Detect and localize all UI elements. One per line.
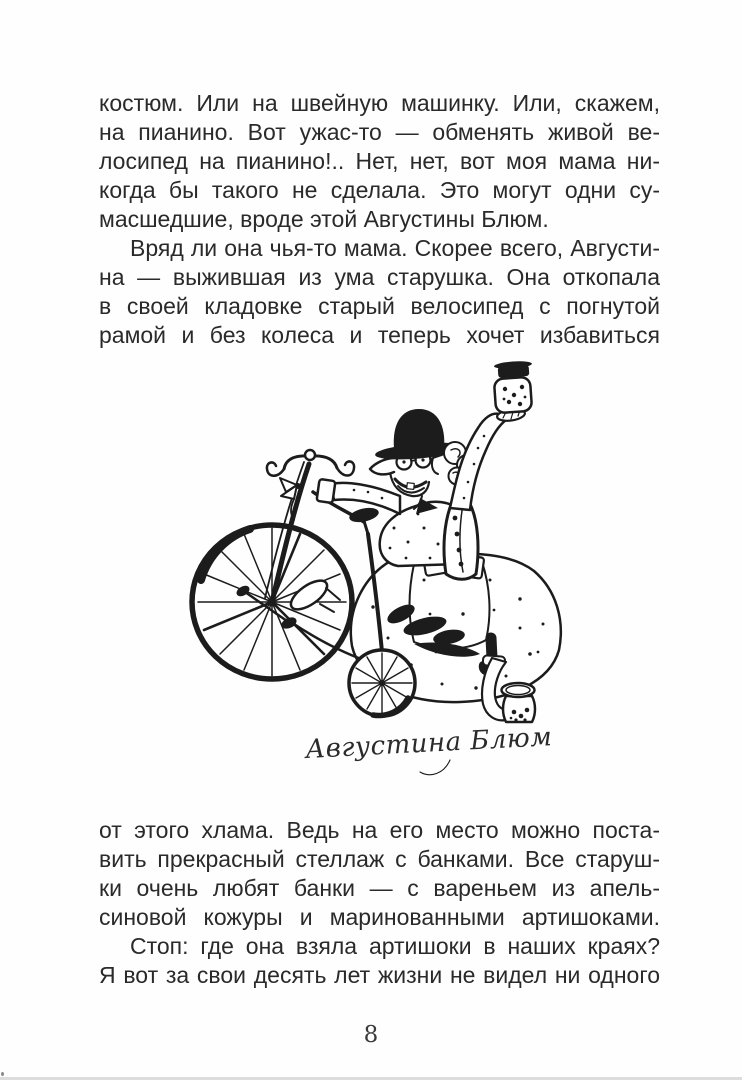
text-line: синовой кожуры и маринованными артишоками. [99, 904, 660, 930]
jar-top-icon [494, 360, 532, 413]
text-line: ки очень любят банки — с вареньем из апель- [99, 875, 660, 901]
text-line: Вряд ли она чья-то мама. Скорее всего, Августи- [130, 235, 660, 261]
illustration-drawing [168, 352, 578, 792]
text-line: Я вот за свои десять лет жизни не видел ни одного [99, 962, 660, 988]
scan-speck [1, 1072, 4, 1076]
text-line: когда бы такого не сделала. Это могут одни су- [99, 177, 660, 203]
text-line: масшедшие, вроде этой Августины Блюм. [99, 206, 549, 232]
raised-arm [450, 360, 532, 510]
text-block-top [99, 89, 660, 350]
nose-icon [370, 458, 399, 475]
paragraph [99, 89, 660, 234]
text-line: от этого хлама. Ведь на его место можно поста- [99, 817, 660, 843]
illustration-signature [303, 722, 553, 775]
text-block-bottom [99, 816, 660, 990]
text-line: на — выжившая из ума старушка. Она откопала [99, 264, 660, 290]
text-line: рамой и без колеса и теперь хочет избавиться [99, 322, 660, 348]
text-line: на пианино. Вот ужас-то — обменять живой ве- [99, 119, 660, 145]
text-line: лосипед на пианино!.. Нет, нет, вот моя мама ни- [99, 148, 660, 174]
text-line: Стоп: где она взяла артишоки в наших краях? [130, 933, 660, 959]
signature-text: Августина Блюм [304, 722, 554, 765]
jar-bottom-icon [502, 683, 536, 722]
illustration-augustina-blum [168, 352, 578, 792]
paragraph [99, 932, 660, 990]
text-line: в своей кладовке старый велосипед с погнутой [99, 293, 660, 319]
page-number: 8 [363, 1022, 379, 1048]
text-line: вить прекрасный стеллаж с банками. Все старуш- [99, 846, 660, 872]
tooth-icon [407, 483, 415, 490]
text-line: костюм. Или на швейную машинку. Или, скажем, [99, 90, 660, 116]
paragraph [99, 816, 660, 932]
paragraph [99, 234, 660, 350]
